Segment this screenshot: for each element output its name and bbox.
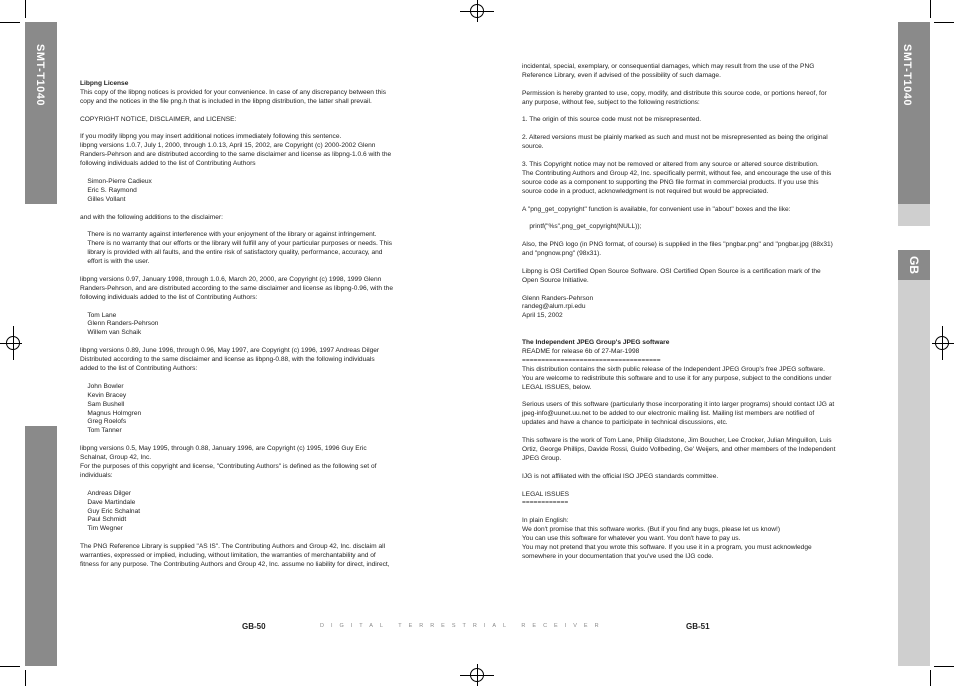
text-line: any purpose, without fee, subject to the following restrictions: bbox=[522, 98, 700, 106]
text-line: Reference Library, even if advised of the possibility of such damage. bbox=[522, 71, 721, 79]
text-line: The PNG Reference Library is supplied "AS IS". The Contributing Authors and Group 42, Inc. disclaim all bbox=[80, 543, 386, 551]
text-line: Distributed according to the same disclaimer and license as libpng-0.88, with the following individuals bbox=[80, 356, 375, 364]
text-line bbox=[522, 81, 882, 90]
text-line bbox=[522, 321, 882, 330]
text-line: 1. The origin of this source code must not be misrepresented. bbox=[522, 116, 702, 124]
text-line: printf("%s",png_get_copyright(NULL)); bbox=[522, 223, 642, 231]
text-line bbox=[80, 267, 440, 276]
text-line bbox=[80, 534, 440, 543]
text-line: Dave Martindale bbox=[80, 498, 136, 506]
text-line bbox=[80, 374, 440, 383]
text-line bbox=[80, 107, 440, 116]
text-line bbox=[522, 197, 882, 206]
registration-mark bbox=[13, 326, 14, 360]
text-line: individuals: bbox=[80, 471, 113, 479]
crop-mark bbox=[930, 0, 931, 18]
text-line: You can use this software for whatever you want. You don't have to pay us. bbox=[522, 535, 741, 543]
text-line: You are welcome to redistribute this software and to use it for any purpose, subject to the conditions under bbox=[522, 374, 832, 382]
text-line bbox=[522, 464, 882, 473]
crop-mark bbox=[0, 666, 20, 667]
text-line: The Contributing Authors and Group 42, Inc. specifically permit, without fee, and encourage the use of this bbox=[522, 169, 832, 177]
text-line: Tom Lane bbox=[80, 311, 117, 319]
text-line: Randers-Pehrson, and are distributed according to the same disclaimer and license as libpng-0.96, with the bbox=[80, 284, 394, 292]
text-line: source. bbox=[522, 143, 544, 151]
text-line: 3. This Copyright notice may not be removed or altered from any source or altered source distribution. bbox=[522, 160, 819, 168]
text-line: Eric S. Raymond bbox=[80, 186, 137, 194]
text-line: randeg@alum.rpi.edu bbox=[522, 303, 586, 311]
text-line: and with the following additions to the disclaimer: bbox=[80, 213, 223, 221]
text-line: somewhere in your documentation that you've used the IJG code. bbox=[522, 552, 714, 560]
text-line: source code as a component to supporting the PNG file format in commercial products. If you use this bbox=[522, 178, 819, 186]
text-line: Simon-Pierre Cadieux bbox=[80, 177, 152, 185]
text-line: Paul Schmidt bbox=[80, 516, 127, 524]
text-line: This software is the work of Tom Lane, Philip Gladstone, Jim Boucher, Lee Crocker, Julian Minguillon, Luis bbox=[522, 437, 832, 445]
text-line: Libpng is OSI Certified Open Source Software. OSI Certified Open Source is a certification mark of the bbox=[522, 267, 821, 275]
text-line: We don't promise that this software works. (But if you find any bugs, please let us know!) bbox=[522, 526, 781, 534]
text-line: Glenn Randers-Pehrson bbox=[522, 294, 594, 302]
text-line: libpng versions 1.0.7, July 1, 2000, through 1.0.13, April 15, 2002, are Copyright (c) 2000-2002 Glenn bbox=[80, 142, 376, 150]
registration-mark bbox=[477, 664, 478, 686]
text-line: and "pngnow.png" (98x31). bbox=[522, 250, 602, 258]
crop-mark bbox=[934, 666, 954, 667]
left-model-label: SMT-T1040 bbox=[34, 44, 46, 106]
text-line bbox=[522, 330, 882, 339]
language-tab-label: GB bbox=[907, 256, 921, 274]
text-line: incidental, special, exemplary, or consequential damages, which may result from the use of the PNG bbox=[522, 63, 815, 70]
text-line: IJG is not affiliated with the official ISO JPEG standards committee. bbox=[522, 472, 719, 480]
text-line bbox=[80, 223, 440, 232]
left-page-body bbox=[80, 80, 440, 570]
text-line bbox=[522, 152, 882, 161]
text-line bbox=[522, 428, 882, 437]
text-line bbox=[522, 108, 882, 117]
right-page-body bbox=[522, 63, 882, 562]
text-line: Glenn Randers-Pehrson bbox=[80, 320, 159, 328]
text-line: Open Source Initiative. bbox=[522, 276, 589, 284]
text-line: libpng versions 0.97, January 1998, through 1.0.6, March 20, 2000, are Copyright (c) 1998, 1999 Glenn bbox=[80, 275, 382, 283]
text-line: April 15, 2002 bbox=[522, 312, 563, 320]
text-line bbox=[522, 286, 882, 295]
text-line bbox=[80, 338, 440, 347]
text-line bbox=[80, 169, 440, 178]
text-line: Ortiz, George Phillips, Davide Rossi, Guido Vollbeding, Ge' Weijers, and other members of the Independent bbox=[522, 445, 836, 453]
text-line: libpng versions 0.5, May 1995, through 0.88, January 1996, are Copyright (c) 1995, 1996 Guy Eric bbox=[80, 445, 367, 453]
text-line: ==================================== bbox=[522, 356, 661, 364]
text-line: Guy Eric Schalnat bbox=[80, 507, 141, 515]
text-line: A "png_get_copyright" function is available, for convenient use in "about" boxes and the like: bbox=[522, 205, 791, 213]
text-line bbox=[522, 508, 882, 517]
text-line: copy and the notices in the file png.h that is included in the libpng distribution, the latter shall prevail. bbox=[80, 97, 372, 105]
crop-mark bbox=[25, 0, 26, 18]
text-line bbox=[522, 125, 882, 134]
text-line: effort is with the user. bbox=[80, 258, 150, 266]
text-line: Tom Tanner bbox=[80, 427, 122, 435]
registration-mark bbox=[477, 0, 478, 22]
section-heading: Libpng License bbox=[80, 80, 129, 87]
registration-mark bbox=[932, 343, 954, 344]
text-line: libpng versions 0.89, June 1996, through 0.96, May 1997, are Copyright (c) 1996, 1997 Andreas Dilger bbox=[80, 347, 380, 355]
text-line: Tim Wegner bbox=[80, 525, 123, 533]
page-number-right: GB-51 bbox=[686, 622, 710, 631]
text-line: library is provided with all faults, and the entire risk of satisfactory quality, performance, accuracy, and bbox=[80, 249, 383, 257]
text-line: Schalnat, Group 42, Inc. bbox=[80, 454, 152, 462]
text-line bbox=[522, 232, 882, 241]
right-model-label: SMT-T1040 bbox=[901, 44, 913, 106]
text-line: There is no warranty that our efforts or the library will fulfill any of your particular purposes or needs. This bbox=[80, 240, 392, 248]
text-line: updates and have a chance to participate in technical discussions, etc. bbox=[522, 419, 728, 427]
text-line: Also, the PNG logo (in PNG format, of course) is supplied in the files "pngbar.png" and "pngbar.jpg (88x31) bbox=[522, 241, 833, 249]
text-line: added to the list of Contributing Authors: bbox=[80, 365, 198, 372]
language-tab-gb bbox=[898, 250, 930, 280]
text-line: ============ bbox=[522, 499, 569, 507]
crop-mark bbox=[0, 22, 20, 23]
text-line bbox=[522, 482, 882, 491]
text-line: This copy of the libpng notices is provided for your convenience. In case of any discrepancy between this bbox=[80, 88, 387, 96]
left-sidebar-tab-bottom bbox=[25, 426, 57, 666]
page-number-left: GB-50 bbox=[242, 622, 266, 631]
text-line: If you modify libpng you may insert additional notices immediately following this sentence. bbox=[80, 133, 342, 141]
right-sidebar-light-bottom bbox=[898, 280, 930, 666]
text-line: COPYRIGHT NOTICE, DISCLAIMER, and LICENSE: bbox=[80, 115, 237, 123]
text-line: Greg Roelofs bbox=[80, 418, 127, 426]
text-line: For the purposes of this copyright and license, "Contributing Authors" is defined as the following set of bbox=[80, 462, 377, 470]
text-line: jpeg-info@uunet.uu.net to be added to our electronic mailing list. Mailing list members are notified of bbox=[522, 410, 815, 418]
text-line: following individuals added to the list of Contributing Authors bbox=[80, 160, 256, 168]
text-line: There is no warranty against interference with your enjoyment of the library or against infringement. bbox=[80, 231, 377, 239]
registration-mark bbox=[942, 326, 943, 360]
text-line: LEGAL ISSUES, below. bbox=[522, 383, 592, 391]
text-line: Magnus Holmgren bbox=[80, 409, 142, 417]
right-sidebar-light-top bbox=[898, 204, 930, 226]
text-line: You may not pretend that you wrote this software. If you use it in a program, you must acknowledge bbox=[522, 543, 812, 551]
crop-mark bbox=[25, 670, 26, 686]
text-line bbox=[80, 125, 440, 134]
registration-mark bbox=[0, 343, 22, 344]
text-line: warranties, expressed or implied, including, without limitation, the warranties of merchantability and of bbox=[80, 552, 376, 560]
section-heading: The Independent JPEG Group's JPEG software bbox=[522, 339, 670, 347]
text-line bbox=[80, 436, 440, 445]
text-line bbox=[80, 481, 440, 490]
text-line bbox=[80, 205, 440, 214]
text-line bbox=[522, 214, 882, 223]
text-line: Randers-Pehrson and are distributed according to the same disclaimer and license as libpng-1.0.6 with the bbox=[80, 151, 392, 159]
text-line: 2. Altered versions must be plainly marked as such and must not be misrepresented as being the original bbox=[522, 134, 828, 142]
text-line bbox=[522, 393, 882, 402]
text-line: This distribution contains the sixth public release of the Independent JPEG Group's free JPEG software. bbox=[522, 365, 825, 373]
crop-mark bbox=[930, 670, 931, 686]
crop-mark bbox=[934, 22, 954, 23]
text-line: Gilles Vollant bbox=[80, 195, 126, 203]
text-line: following individuals added to the list of Contributing Authors: bbox=[80, 293, 258, 301]
text-line: README for release 6b of 27-Mar-1998 bbox=[522, 348, 640, 355]
footer-running-text: DIGITAL TERRESTRIAL RECEIVER bbox=[320, 623, 606, 629]
text-line: In plain English: bbox=[522, 517, 569, 525]
text-line: source code in a product, acknowledgment is not required but would be appreciated. bbox=[522, 187, 769, 195]
text-line: Permission is hereby granted to use, copy, modify, and distribute this source code, or portions hereof, for bbox=[522, 89, 827, 97]
text-line: JPEG Group. bbox=[522, 454, 562, 462]
text-line: Kevin Bracey bbox=[80, 391, 127, 399]
text-line: fitness for any purpose. The Contributing Authors and Group 42, Inc. assume no liability for direct, indirect, bbox=[80, 560, 390, 568]
text-line: John Bowler bbox=[80, 382, 124, 390]
text-line bbox=[522, 259, 882, 268]
text-line: Serious users of this software (particularly those incorporating it into larger programs) should contact IJG at bbox=[522, 401, 835, 409]
text-line bbox=[80, 303, 440, 312]
text-line: Sam Bushell bbox=[80, 400, 125, 408]
text-line: LEGAL ISSUES bbox=[522, 490, 570, 498]
text-line: Willem van Schaik bbox=[80, 329, 142, 337]
text-line: Andreas Dilger bbox=[80, 489, 131, 497]
